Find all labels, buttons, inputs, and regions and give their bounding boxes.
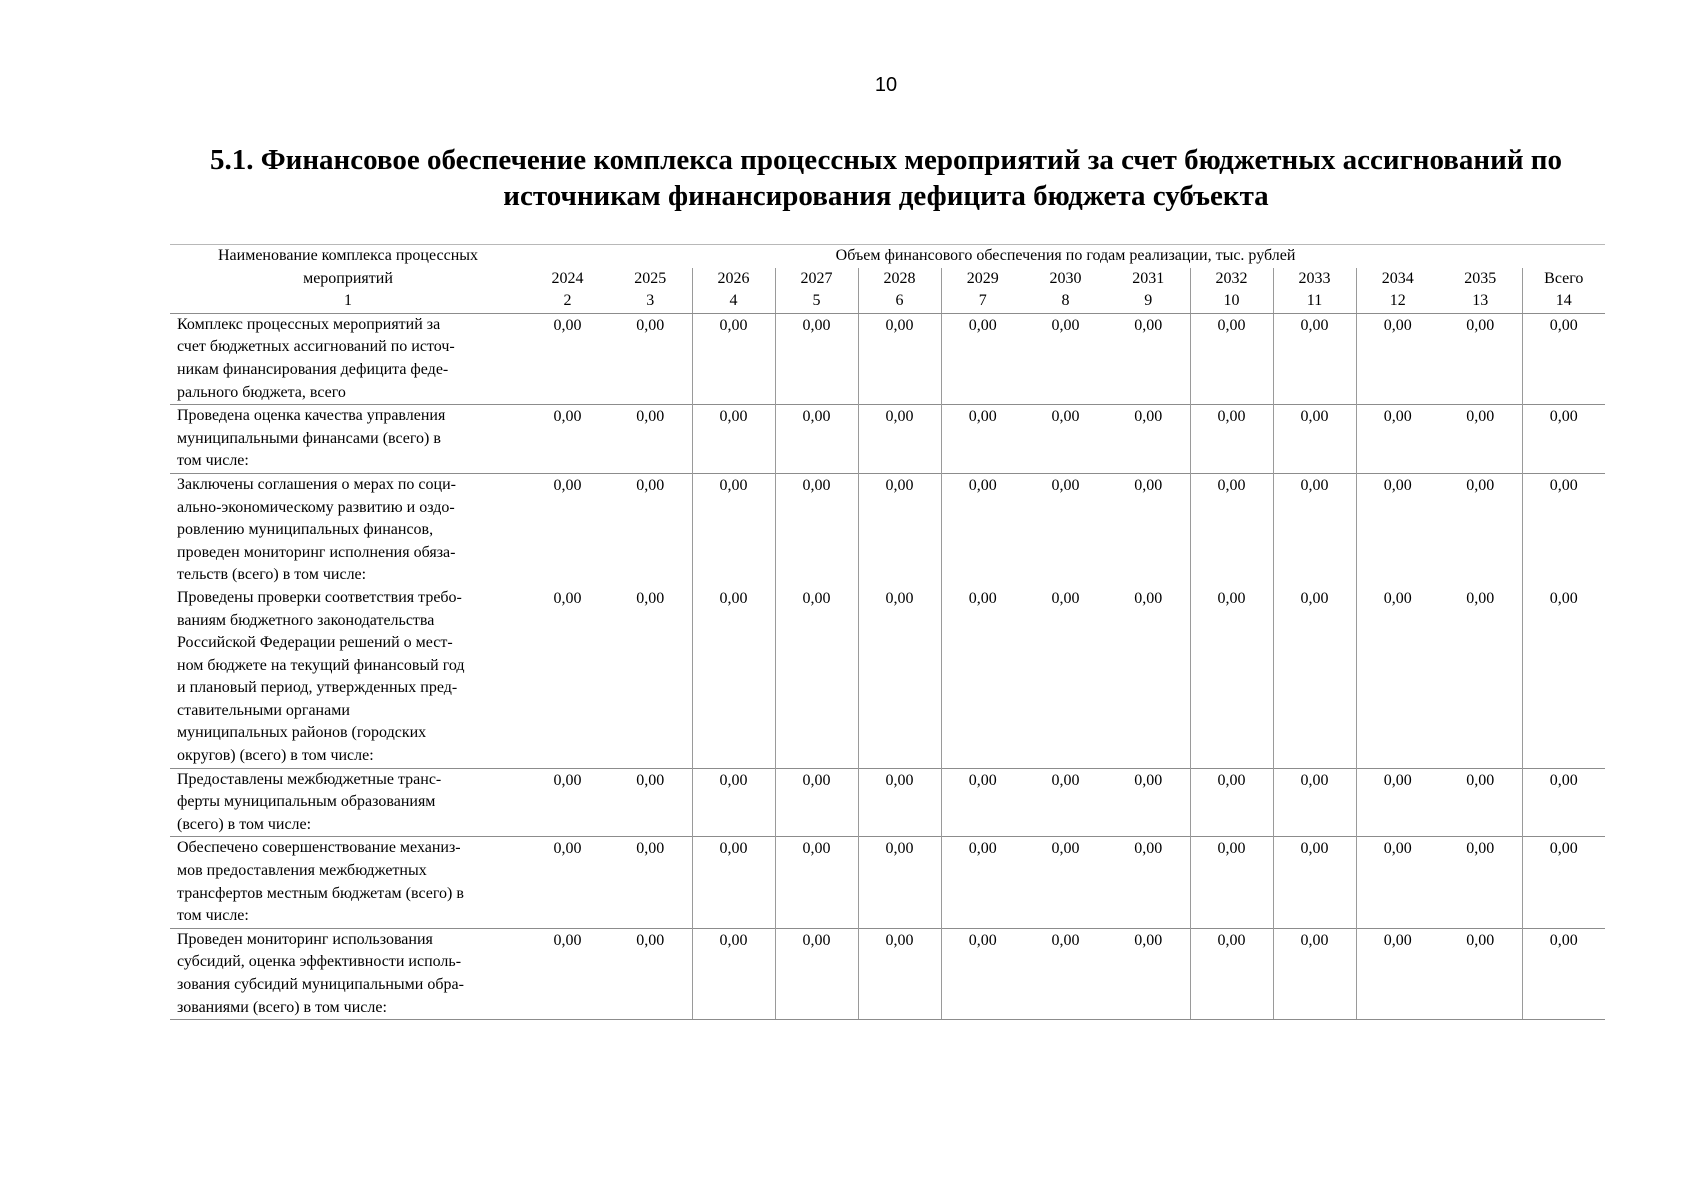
value-cell: 0,00: [1356, 587, 1439, 768]
row-name-line: проведен мониторинг исполнения обяза-: [177, 543, 456, 561]
table-row: [170, 928, 1605, 1019]
value-cell: 0,00: [775, 837, 858, 928]
value-cell: 0,00: [858, 313, 941, 404]
value-cell: 0,00: [526, 313, 609, 404]
column-number: 8: [1024, 290, 1107, 313]
value-cell: 0,00: [526, 473, 609, 586]
value-cell: 0,00: [1439, 313, 1522, 404]
column-number: 6: [858, 290, 941, 313]
row-name-line: тельств (всего) в том числе:: [177, 566, 367, 584]
row-name-line: ставительными органами: [177, 701, 350, 719]
value-cell: 0,00: [692, 473, 775, 586]
value-cell: 0,00: [1273, 768, 1356, 837]
row-name-line: субсидий, оценка эффективности исполь-: [177, 953, 462, 971]
value-cell: 0,00: [1522, 837, 1605, 928]
column-number: 12: [1356, 290, 1439, 313]
table-row: [170, 473, 1605, 586]
value-cell: 0,00: [1439, 837, 1522, 928]
name-header-line-1: Наименование комплекса процессных: [170, 245, 526, 268]
value-cell: 0,00: [1107, 313, 1190, 404]
value-cell: 0,00: [858, 473, 941, 586]
value-cell: 0,00: [1051, 589, 1080, 607]
year-header: 2026: [692, 268, 775, 291]
value-cell: 0,00: [1356, 837, 1439, 928]
value-cell: 0,00: [1273, 837, 1356, 928]
value-cell: 0,00: [1522, 473, 1605, 586]
row-name-line: зованиями (всего) в том числе:: [177, 998, 387, 1016]
row-name-line: Предоставлены межбюджетные транс-: [177, 770, 442, 788]
value-cell: 0,00: [553, 589, 582, 607]
row-name: [170, 928, 526, 1019]
value-cell: 0,00: [775, 405, 858, 474]
value-cell: 0,00: [1024, 473, 1107, 586]
year-header: 2032: [1190, 268, 1273, 291]
value-cell: 0,00: [1356, 473, 1439, 586]
value-cell: 0,00: [775, 768, 858, 837]
value-cell: 0,00: [1356, 313, 1439, 404]
value-cell: 0,00: [941, 313, 1024, 404]
value-cell: 0,00: [609, 928, 692, 1019]
value-cell: 0,00: [1439, 768, 1522, 837]
row-name-line: никам финансирования дефицита феде-: [177, 360, 449, 378]
section-title: [150, 142, 1622, 214]
row-name-line: счет бюджетных ассигнований по источ-: [177, 338, 455, 356]
value-cell: 0,00: [692, 405, 775, 474]
value-cell: 0,00: [1190, 837, 1273, 928]
value-cell: 0,00: [1273, 473, 1356, 586]
column-number: 3: [609, 290, 692, 313]
value-cell: 0,00: [1024, 768, 1107, 837]
row-name-line: мов предоставления межбюджетных: [177, 862, 427, 880]
year-header: 2033: [1273, 268, 1356, 291]
value-cell: 0,00: [1107, 473, 1190, 586]
row-name-line: том числе:: [177, 907, 249, 925]
group-header: Объем финансового обеспечения по годам реализации, тыс. рублей: [526, 245, 1605, 268]
year-header: 2034: [1356, 268, 1439, 291]
value-cell: 0,00: [941, 587, 1024, 768]
year-header: 2029: [941, 268, 1024, 291]
value-cell: 0,00: [941, 768, 1024, 837]
row-name-line: ровлению муниципальных финансов,: [177, 521, 434, 539]
year-header: 2031: [1132, 269, 1165, 287]
row-name-line: Проведены проверки соответствия требо-: [177, 588, 462, 606]
row-name: [170, 405, 526, 474]
value-cell: 0,00: [1190, 473, 1273, 586]
value-cell: 0,00: [858, 768, 941, 837]
value-cell: 0,00: [858, 928, 941, 1019]
value-cell: 0,00: [692, 587, 775, 768]
table-row: [170, 313, 1605, 404]
column-number: 2: [526, 290, 609, 313]
value-cell: 0,00: [1522, 768, 1605, 837]
value-cell: 0,00: [1190, 768, 1273, 837]
name-header-column-number: 1: [170, 290, 526, 313]
value-cell: 0,00: [1439, 928, 1522, 1019]
value-cell: 0,00: [858, 837, 941, 928]
table-row: [170, 587, 1605, 768]
row-name-line: зования субсидий муниципальными обра-: [177, 976, 464, 993]
value-cell: 0,00: [692, 768, 775, 837]
year-header: 2024: [551, 269, 584, 287]
value-cell: 0,00: [858, 587, 941, 768]
row-name-line: ально-экономическому развитию и оздо-: [177, 498, 455, 516]
table-row: [170, 405, 1605, 474]
row-name-line: муниципальными финансами (всего) в: [177, 429, 441, 447]
value-cell: 0,00: [526, 928, 609, 1019]
value-cell: 0,00: [1134, 589, 1163, 607]
value-cell: 0,00: [1522, 587, 1605, 768]
value-cell: 0,00: [609, 837, 692, 928]
value-cell: 0,00: [941, 928, 1024, 1019]
row-name-line: Обеспечено совершенствование механиз-: [177, 839, 461, 857]
value-cell: 0,00: [1190, 587, 1273, 768]
year-header: 2030: [1049, 269, 1082, 287]
value-cell: 0,00: [1273, 313, 1356, 404]
row-name-line: (всего) в том числе:: [177, 815, 312, 833]
column-number: 10: [1190, 290, 1273, 313]
value-cell: 0,00: [775, 473, 858, 586]
row-name-line: Комплекс процессных мероприятий за: [177, 315, 441, 333]
row-name-line: том числе:: [177, 452, 249, 470]
value-cell: 0,00: [941, 405, 1024, 474]
value-cell: 0,00: [1356, 405, 1439, 474]
row-name-line: Российской Федерации решений о мест-: [177, 634, 453, 652]
value-cell: 0,00: [1024, 928, 1107, 1019]
value-cell: 0,00: [1273, 587, 1356, 768]
row-name-line: Заключены соглашения о мерах по соци-: [177, 475, 456, 493]
value-cell: 0,00: [1439, 473, 1522, 586]
row-name-line: Проведен мониторинг использования: [177, 930, 433, 948]
financing-table: [170, 244, 1605, 1020]
value-cell: 0,00: [1356, 768, 1439, 837]
value-cell: 0,00: [1107, 768, 1190, 837]
section-title-line-2: источникам финансирования дефицита бюджета субъекта: [503, 180, 1269, 212]
value-cell: 0,00: [609, 313, 692, 404]
value-cell: 0,00: [1522, 405, 1605, 474]
value-cell: 0,00: [636, 589, 665, 607]
column-number: 13: [1439, 290, 1522, 313]
table-row: [170, 837, 1605, 928]
row-name-line: муниципальных районов (городских: [177, 724, 427, 742]
value-cell: 0,00: [526, 768, 609, 837]
section-title-line-1: 5.1. Финансовое обеспечение комплекса процессных мероприятий за счет бюджетных ассигнований по: [209, 144, 1563, 176]
row-name: [170, 313, 526, 404]
value-cell: 0,00: [1024, 837, 1107, 928]
value-cell: 0,00: [1273, 405, 1356, 474]
column-number: 5: [775, 290, 858, 313]
value-cell: 0,00: [1439, 405, 1522, 474]
column-number: 9: [1107, 290, 1190, 313]
value-cell: 0,00: [526, 837, 609, 928]
value-cell: 0,00: [1024, 405, 1107, 474]
year-header: 2027: [775, 268, 858, 291]
row-name-line: трансфертов местным бюджетам (всего) в: [177, 884, 464, 902]
column-number: 11: [1273, 290, 1356, 313]
value-cell: 0,00: [609, 768, 692, 837]
value-cell: 0,00: [941, 473, 1024, 586]
row-name-line: Проведена оценка качества управления: [177, 407, 446, 425]
value-cell: 0,00: [858, 405, 941, 474]
value-cell: 0,00: [1107, 405, 1190, 474]
year-header: Всего: [1522, 268, 1605, 291]
year-header: 2028: [858, 268, 941, 291]
value-cell: 0,00: [526, 405, 609, 474]
value-cell: 0,00: [1190, 405, 1273, 474]
value-cell: 0,00: [775, 587, 858, 768]
name-header-line-2: мероприятий: [303, 269, 393, 287]
row-name: [170, 473, 526, 586]
row-name: [170, 587, 526, 768]
row-name-line: ваниям бюджетного законодательства: [177, 611, 435, 629]
value-cell: 0,00: [609, 405, 692, 474]
row-name: [170, 768, 526, 837]
value-cell: 0,00: [1522, 313, 1605, 404]
value-cell: 0,00: [609, 473, 692, 586]
row-name-line: рального бюджета, всего: [177, 383, 346, 401]
column-number: 14: [1522, 290, 1605, 313]
table-row: [170, 768, 1605, 837]
row-name-line: округов) (всего) в том числе:: [177, 747, 374, 765]
value-cell: 0,00: [692, 837, 775, 928]
column-number: 4: [692, 290, 775, 313]
value-cell: 0,00: [1273, 928, 1356, 1019]
year-header: 2025: [634, 269, 667, 287]
column-number: 7: [941, 290, 1024, 313]
value-cell: 0,00: [1024, 313, 1107, 404]
value-cell: 0,00: [775, 928, 858, 1019]
value-cell: 0,00: [1356, 928, 1439, 1019]
value-cell: 0,00: [941, 837, 1024, 928]
value-cell: 0,00: [775, 313, 858, 404]
value-cell: 0,00: [692, 928, 775, 1019]
value-cell: 0,00: [1107, 928, 1190, 1019]
value-cell: 0,00: [1522, 928, 1605, 1019]
value-cell: 0,00: [692, 313, 775, 404]
value-cell: 0,00: [1107, 837, 1190, 928]
row-name: [170, 837, 526, 928]
row-name-line: и плановый период, утвержденных пред-: [177, 679, 458, 697]
value-cell: 0,00: [1466, 589, 1495, 607]
page-number: 10: [874, 74, 898, 96]
row-name-line: ферты муниципальным образованиям: [177, 793, 436, 811]
value-cell: 0,00: [1190, 928, 1273, 1019]
value-cell: 0,00: [1190, 313, 1273, 404]
row-name-line: ном бюджете на текущий финансовый год: [177, 656, 465, 674]
year-header: 2035: [1464, 269, 1497, 287]
